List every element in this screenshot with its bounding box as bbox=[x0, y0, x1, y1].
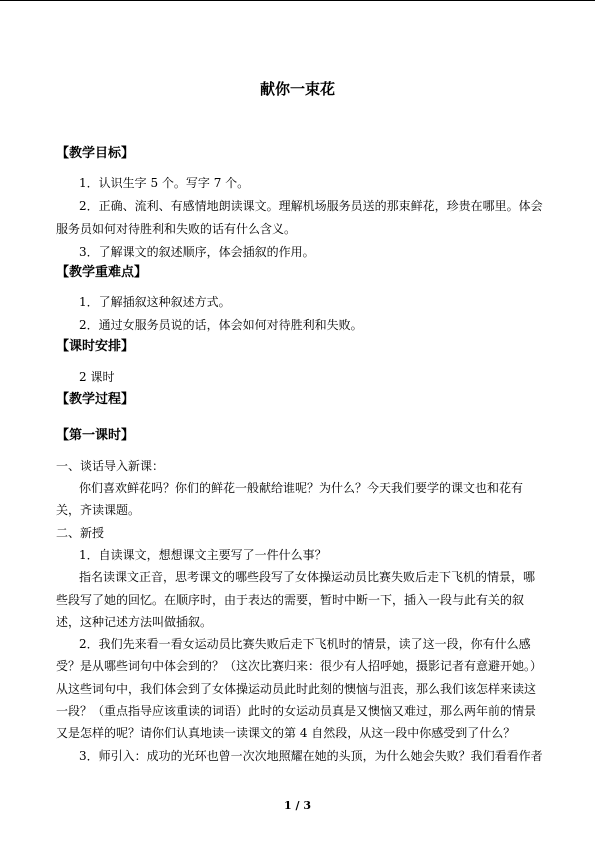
goal-line: 3．了解课文的叙述顺序，体会插叙的作用。 bbox=[79, 245, 315, 259]
goal-line: 1．认识生字 5 个。写字 7 个。 bbox=[79, 176, 250, 190]
goal-line: 服务员如何对待胜利和失败的话有什么含义。 bbox=[56, 222, 297, 236]
goal-line: 2．正确、流利、有感情地朗读课文。理解机场服务员送的那束鲜花，珍贵在哪里。体会 bbox=[79, 199, 543, 213]
schedule-text: 2 课时 bbox=[79, 370, 115, 384]
section-heading-first-lesson: 【第一课时】 bbox=[56, 428, 135, 443]
body-line: 二、新授 bbox=[56, 526, 105, 540]
section-heading-goals: 【教学目标】 bbox=[56, 146, 135, 161]
top-rule bbox=[0, 0, 595, 1]
body-line: 一段？（重点指导应该重读的词语）此时的女运动员真是又懊恼又难过，那么两年前的情景 bbox=[56, 704, 537, 718]
body-line: 你们喜欢鲜花吗？你们的鲜花一般献给谁呢？为什么？今天我们要学的课文也和花有 bbox=[79, 481, 524, 495]
body-line: 2．我们先来看一看女运动员比赛失败后走下飞机时的情景，读了这一段，你有什么感 bbox=[79, 637, 531, 651]
section-heading-schedule: 【课时安排】 bbox=[56, 339, 135, 354]
page-title: 献你一束花 bbox=[259, 80, 335, 98]
page-number: 1 / 3 bbox=[284, 799, 311, 812]
section-heading-process: 【教学过程】 bbox=[56, 392, 135, 407]
body-line: 1．自读课文，想想课文主要写了一件什么事？ bbox=[79, 548, 327, 562]
body-line: 从这些词句中，我们体会到了女体操运动员此时此刻的懊恼与沮丧，那么我们该怎样来读这 bbox=[56, 682, 537, 696]
section-heading-key-points: 【教学重难点】 bbox=[56, 265, 148, 280]
body-line: 关，齐读课题。 bbox=[56, 503, 141, 517]
key-point-line: 1．了解插叙这种叙述方式。 bbox=[79, 295, 231, 309]
key-point-line: 2．通过女服务员说的话，体会如何对待胜利和失败。 bbox=[79, 318, 363, 332]
body-line: 些段写了她的回忆。在顺序时，由于表达的需要，暂时中断一下，插入一段与此有关的叙 bbox=[56, 593, 525, 607]
body-line: 述，这种记述方法叫做插叙。 bbox=[56, 615, 213, 629]
body-line: 受？是从哪些词句中体会到的？（这次比赛归来：很少有人招呼她，摄影记者有意避开她。） bbox=[56, 659, 543, 673]
body-line: 3．师引入：成功的光环也曾一次次地照耀在她的头顶，为什么她会失败？我们看看作者 bbox=[79, 749, 543, 763]
body-line: 又是怎样的呢？请你们认真地读一读课文的第 4 自然段，从这一段中你感受到了什么？ bbox=[56, 726, 516, 740]
body-line: 一、谈话导入新课： bbox=[56, 459, 165, 473]
body-line: 指名读课文正音，思考课文的哪些段写了女体操运动员比赛失败后走下飞机的情景，哪 bbox=[79, 570, 536, 584]
